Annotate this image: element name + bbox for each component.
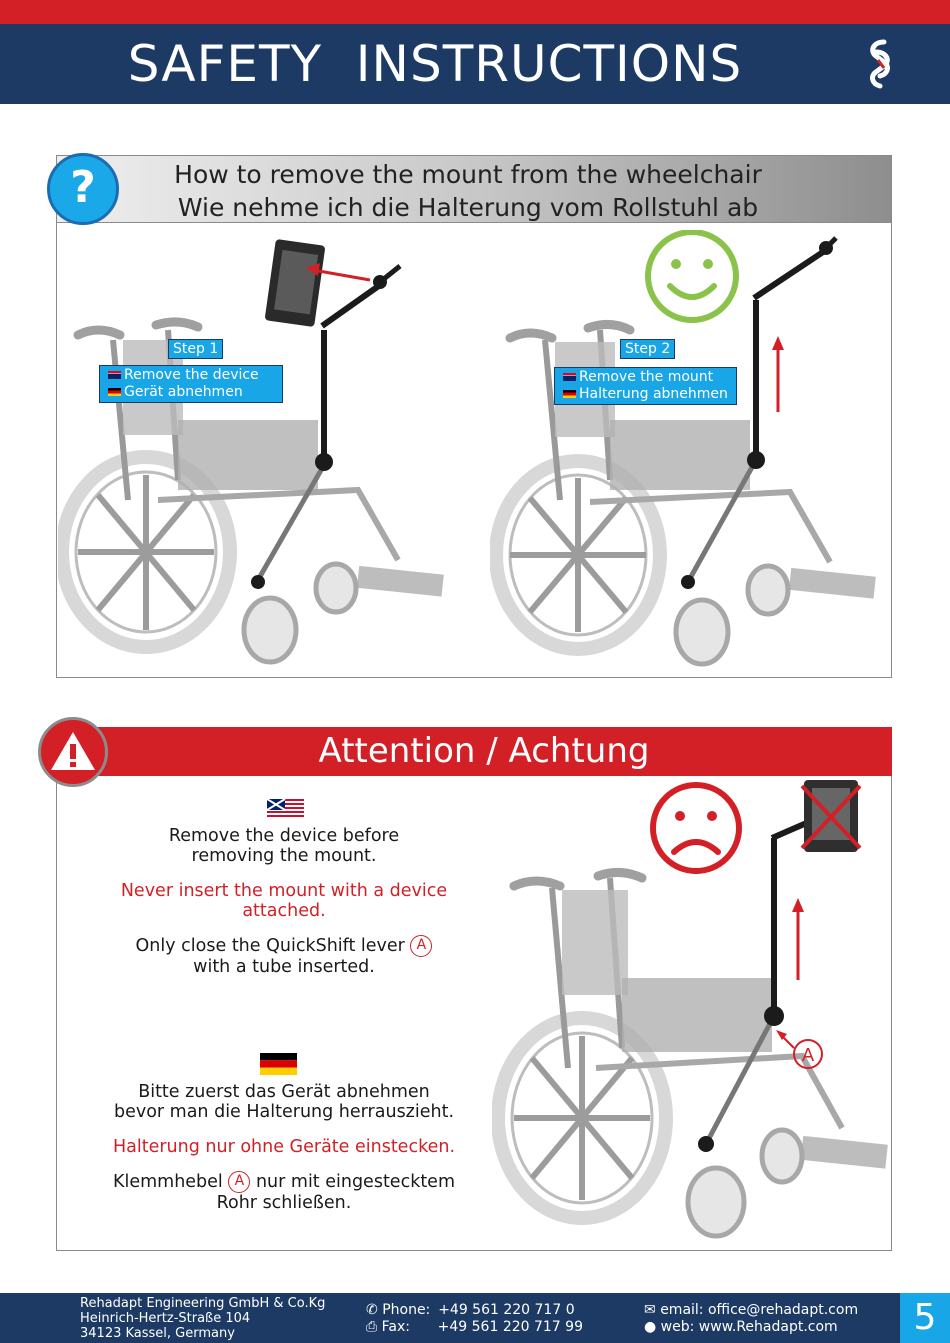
smiley-face-icon	[648, 232, 736, 320]
warning-icon	[38, 717, 108, 787]
question-icon: ?	[47, 153, 119, 225]
footer-phone-fax: ✆ Phone: +49 561 220 717 0 ⎙ Fax: +49 561 220 717 99	[366, 1302, 583, 1335]
uk-flag-icon	[267, 799, 304, 819]
phone-icon: ✆	[366, 1302, 378, 1318]
step1-german: Gerät abnehmen	[124, 384, 243, 400]
step2-instructions	[554, 367, 737, 405]
globe-icon: ●	[644, 1319, 657, 1335]
page-number: 5	[900, 1293, 950, 1343]
footer-address: Rehadapt Engineering GmbH & Co.Kg Heinrich-Hertz-Straße 104 34123 Kassel, Germany	[80, 1296, 326, 1341]
wheelchair-step1-illustration	[58, 230, 458, 676]
german-flag-icon	[108, 388, 121, 396]
footer-contact: ✉ email: office@rehadapt.com ● web: www.Rehadapt.com	[644, 1302, 859, 1335]
email-icon: ✉	[644, 1302, 656, 1318]
step2-german: Halterung abnehmen	[579, 386, 728, 402]
step2-tag: Step 2	[620, 339, 675, 359]
fax-number: +49 561 220 717 99	[437, 1319, 583, 1335]
title-german: Wie nehme ich die Halterung vom Rollstuhl ab	[177, 193, 759, 222]
lever-a-badge: A	[410, 935, 432, 957]
page-title: SAFETY INSTRUCTIONS	[127, 35, 743, 93]
rehadapt-logo-icon	[862, 38, 898, 90]
top-red-stripe	[0, 0, 950, 24]
lever-a-badge: A	[228, 1171, 250, 1193]
attention-english-text: Remove the device before removing the mount. Never insert the mount with a device attached. Only close the QuickShift lever A with a tube inserted.	[120, 826, 448, 977]
step2-english: Remove the mount	[579, 369, 714, 385]
wheelchair-step2-illustration	[490, 230, 890, 676]
wheelchair-warning-illustration	[492, 778, 890, 1248]
german-flag-icon	[260, 1053, 297, 1075]
attention-title: Attention / Achtung	[318, 731, 650, 771]
step1-tag: Step 1	[168, 339, 223, 359]
attention-german-text: Bitte zuerst das Gerät abnehmen bevor man die Halterung herrauszieht. Halterung nur ohne Geräte einstecken. Klemmhebel A nur mit eingestecktem Rohr schließen.	[112, 1082, 456, 1213]
web-link[interactable]: www.Rehadapt.com	[698, 1319, 838, 1335]
uk-flag-icon	[563, 373, 576, 381]
title-english: How to remove the mount from the wheelchair	[174, 160, 762, 189]
step1-instructions	[99, 365, 283, 403]
german-flag-icon	[563, 390, 576, 398]
step1-english: Remove the device	[124, 367, 259, 383]
sad-face-icon	[653, 785, 739, 871]
fax-icon: ⎙	[366, 1319, 378, 1335]
uk-flag-icon	[108, 371, 121, 379]
removal-panel-title	[110, 158, 826, 224]
svg-text:A: A	[801, 1045, 815, 1066]
phone-number[interactable]: +49 561 220 717 0	[438, 1302, 575, 1318]
email-link[interactable]: office@rehadapt.com	[707, 1302, 859, 1318]
